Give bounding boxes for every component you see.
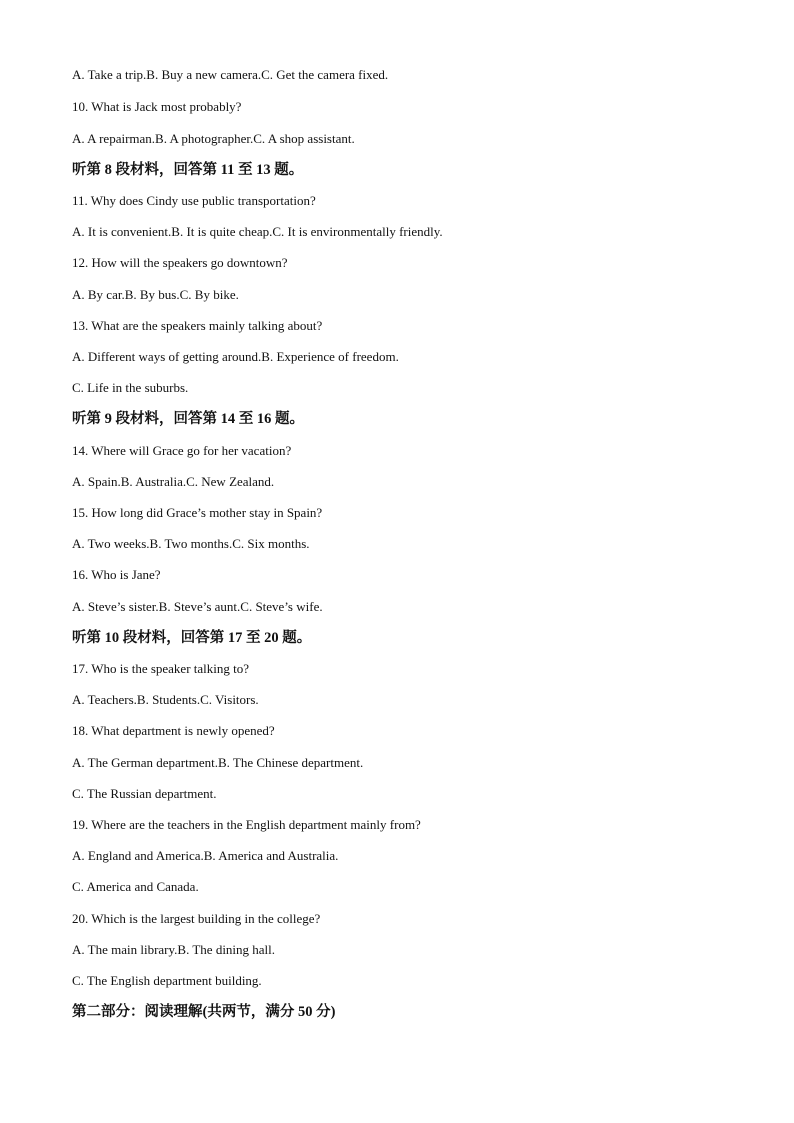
answer-options-q20-ab: A. The main library.B. The dining hall. bbox=[72, 942, 276, 957]
question-16: 16. Who is Jane? bbox=[72, 567, 161, 582]
answer-options-q10: A. A repairman.B. A photographer.C. A shop assistant. bbox=[72, 131, 355, 146]
question-11: 11. Why does Cindy use public transportation? bbox=[72, 193, 316, 208]
answer-options-q14: A. Spain.B. Australia.C. New Zealand. bbox=[72, 474, 275, 489]
answer-option-q13-c: C. Life in the suburbs. bbox=[72, 380, 189, 395]
section-heading-passage-9: 听第 9 段材料，回答第 14 至 16 题。 bbox=[72, 411, 304, 427]
section-heading-passage-10: 听第 10 段材料，回答第 17 至 20 题。 bbox=[72, 630, 312, 646]
question-15: 15. How long did Grace’s mother stay in Spain? bbox=[72, 505, 323, 520]
section-heading-part-two: 第二部分：阅读理解(共两节，满分 50 分) bbox=[72, 1004, 336, 1020]
question-19: 19. Where are the teachers in the English department mainly from? bbox=[72, 817, 421, 832]
answer-options-q17: A. Teachers.B. Students.C. Visitors. bbox=[72, 692, 259, 707]
question-18: 18. What department is newly opened? bbox=[72, 723, 275, 738]
answer-option-q20-c: C. The English department building. bbox=[72, 973, 262, 988]
answer-options-q15: A. Two weeks.B. Two months.C. Six months. bbox=[72, 536, 310, 551]
answer-option-q18-c: C. The Russian department. bbox=[72, 786, 217, 801]
answer-options-q9: A. Take a trip.B. Buy a new camera.C. Get the camera fixed. bbox=[72, 67, 389, 82]
section-heading-passage-8: 听第 8 段材料，回答第 11 至 13 题。 bbox=[72, 162, 304, 178]
question-20: 20. Which is the largest building in the college? bbox=[72, 911, 321, 926]
answer-options-q13-ab: A. Different ways of getting around.B. Experience of freedom. bbox=[72, 349, 399, 364]
answer-options-q11: A. It is convenient.B. It is quite cheap.C. It is environmentally friendly. bbox=[72, 224, 443, 239]
answer-options-q18-ab: A. The German department.B. The Chinese department. bbox=[72, 755, 364, 770]
answer-options-q16: A. Steve’s sister.B. Steve’s aunt.C. Steve’s wife. bbox=[72, 599, 323, 614]
question-10: 10. What is Jack most probably? bbox=[72, 99, 242, 114]
question-13: 13. What are the speakers mainly talking about? bbox=[72, 318, 323, 333]
question-17: 17. Who is the speaker talking to? bbox=[72, 661, 250, 676]
question-12: 12. How will the speakers go downtown? bbox=[72, 255, 288, 270]
answer-option-q19-c: C. America and Canada. bbox=[72, 879, 199, 894]
question-14: 14. Where will Grace go for her vacation? bbox=[72, 443, 292, 458]
answer-options-q12: A. By car.B. By bus.C. By bike. bbox=[72, 287, 239, 302]
answer-options-q19-ab: A. England and America.B. America and Australia. bbox=[72, 848, 339, 863]
